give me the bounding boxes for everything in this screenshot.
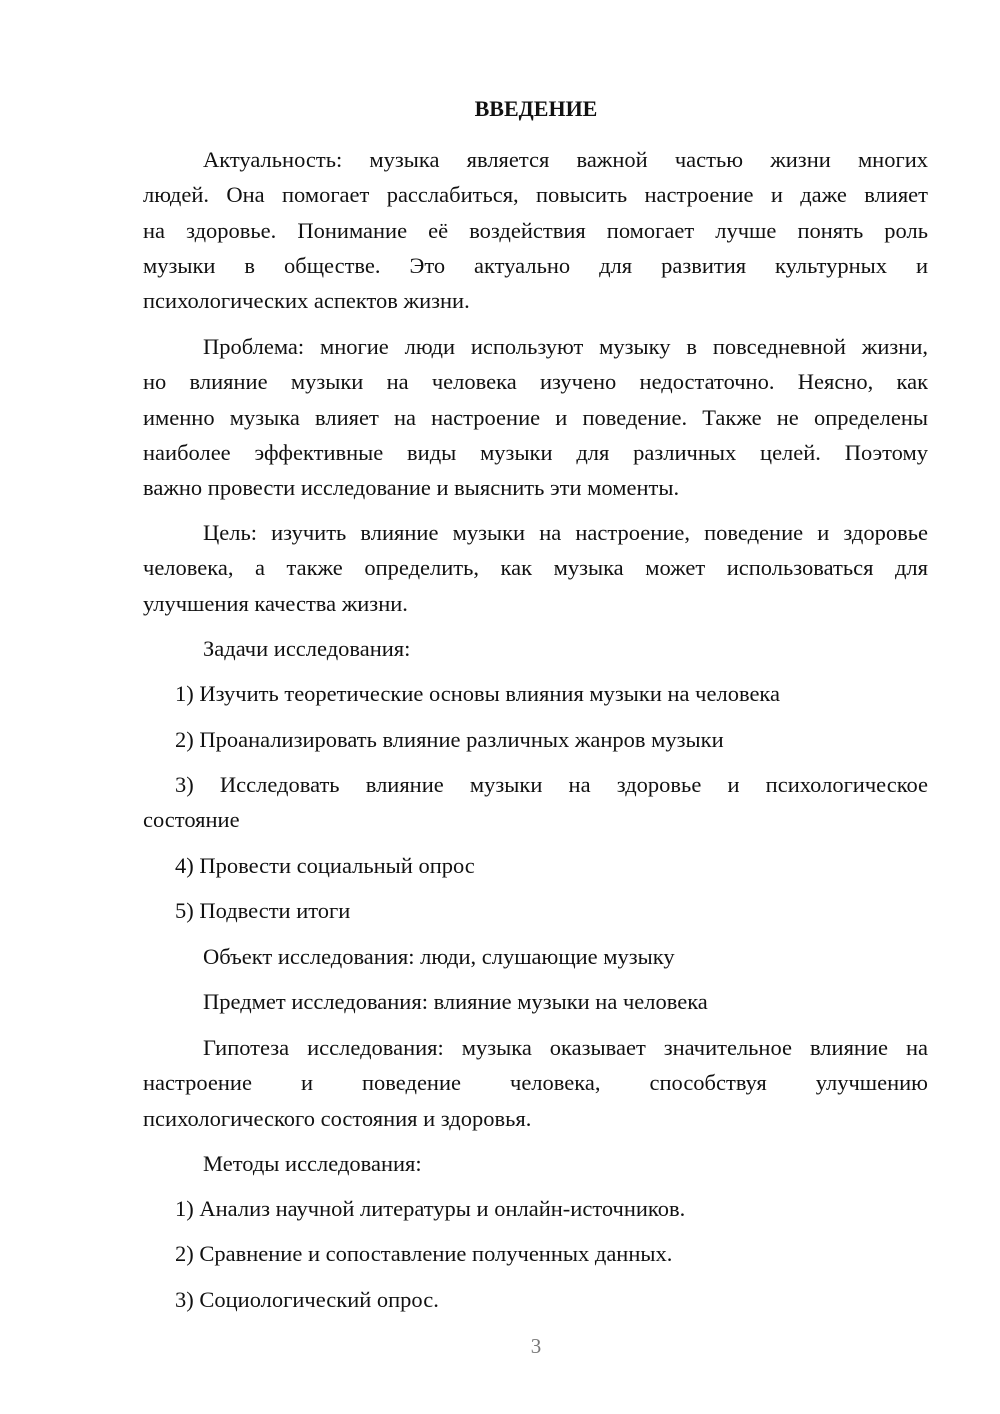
text-line: человека, а также определить, как музыка может использоваться для xyxy=(143,555,928,581)
list-item xyxy=(143,676,928,711)
page-title: ВВЕДЕНИЕ xyxy=(474,96,598,121)
text-line: 5) Подвести итоги xyxy=(175,898,351,923)
text-line: 1) Изучить теоретические основы влияния музыки на человека xyxy=(175,681,781,706)
text-line: Проблема: многие люди используют музыку в повседневной жизни, xyxy=(203,334,928,359)
text-line: Гипотеза исследования: музыка оказывает значительное влияние на xyxy=(203,1035,928,1060)
paragraph xyxy=(143,939,928,974)
text-line: 2) Сравнение и сопоставление полученных данных. xyxy=(175,1241,673,1266)
text-line: 2) Проанализировать влияние различных жанров музыки xyxy=(175,727,724,752)
paragraph xyxy=(143,515,928,621)
text-line: психологического состояния и здоровья. xyxy=(143,1105,532,1131)
paragraph xyxy=(143,142,928,318)
list-item xyxy=(143,1282,928,1317)
text-line: людей. Она помогает расслабиться, повысить настроение и даже влияет xyxy=(143,182,928,208)
text-line: наиболее эффективные виды музыки для различных целей. Поэтому xyxy=(143,439,928,465)
text-line: важно провести исследование и выяснить эти моменты. xyxy=(143,475,680,501)
page-number: 3 xyxy=(530,1334,542,1358)
list-item xyxy=(143,893,928,928)
text-line: 3) Исследовать влияние музыки на здоровье и психологическое xyxy=(175,772,928,797)
list-item xyxy=(143,1191,928,1226)
text-line: Задачи исследования: xyxy=(203,636,411,661)
text-line: Объект исследования: люди, слушающие музыку xyxy=(203,944,675,969)
text-line: музыки в обществе. Это актуально для развития культурных и xyxy=(143,252,928,278)
text-line: 4) Провести социальный опрос xyxy=(175,853,475,878)
text-line: Цель: изучить влияние музыки на настроение, поведение и здоровье xyxy=(203,520,928,545)
text-line: Актуальность: музыка является важной частью жизни многих xyxy=(203,147,928,172)
list-item xyxy=(143,722,928,757)
paragraph xyxy=(143,984,928,1019)
list-item xyxy=(143,767,928,838)
paragraph xyxy=(143,1030,928,1136)
paragraph xyxy=(143,1146,928,1181)
list-item xyxy=(143,848,928,883)
text-line: Предмет исследования: влияние музыки на человека xyxy=(203,989,708,1014)
paragraph xyxy=(143,329,928,505)
text-line: 1) Анализ научной литературы и онлайн-источников. xyxy=(175,1196,686,1221)
text-line: Методы исследования: xyxy=(203,1151,422,1176)
text-line: психологических аспектов жизни. xyxy=(143,288,470,314)
list-item xyxy=(143,1236,928,1271)
text-line: состояние xyxy=(143,807,240,833)
text-line: но влияние музыки на человека изучено недостаточно. Неясно, как xyxy=(143,369,928,395)
text-line: именно музыка влияет на настроение и поведение. Также не определены xyxy=(143,404,928,430)
text-line: 3) Социологический опрос. xyxy=(175,1287,439,1312)
paragraph xyxy=(143,631,928,666)
text-line: на здоровье. Понимание её воздействия помогает лучше понять роль xyxy=(143,217,928,243)
text-line: улучшения качества жизни. xyxy=(143,590,408,616)
text-line: настроение и поведение человека, способствуя улучшению xyxy=(143,1070,928,1096)
